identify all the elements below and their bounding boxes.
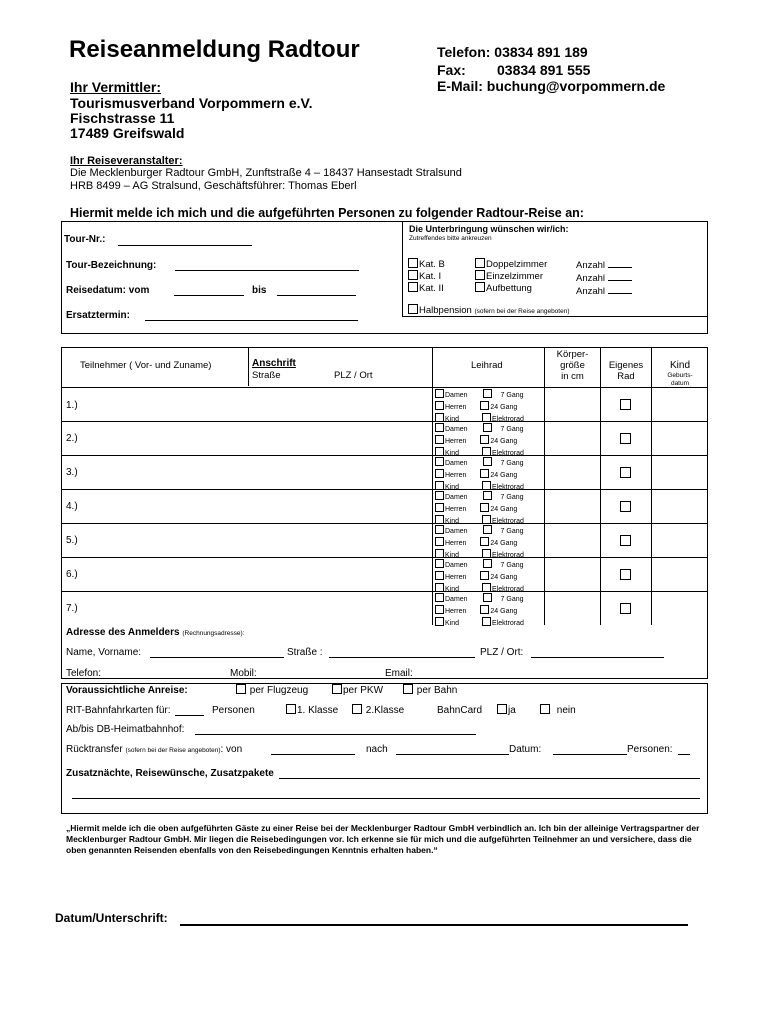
- ruecktransfer-von-label: : von: [220, 744, 243, 755]
- intro-text: Hiermit melde ich mich und die aufgeführten Personen zu folgender Radtour-Reise an:: [70, 206, 584, 220]
- doppelzimmer-checkbox[interactable]: [475, 258, 485, 268]
- eigenes-rad-checkbox[interactable]: [620, 399, 631, 410]
- eigenes-rad-checkbox[interactable]: [620, 569, 631, 580]
- aufbettung-option[interactable]: Aufbettung: [475, 282, 547, 294]
- participant-row-label: 6.): [66, 569, 78, 580]
- leihrad-24gang[interactable]: 24 Gang: [480, 404, 517, 411]
- kategorie-group: [408, 258, 445, 294]
- leihrad-herren[interactable]: Herren: [435, 506, 466, 513]
- ruecktransfer-datum-field[interactable]: [553, 754, 627, 755]
- leihrad-elektrorad[interactable]: Elektrorad: [482, 416, 524, 423]
- leihrad-damen[interactable]: Damen: [435, 528, 468, 535]
- leihrad-24gang[interactable]: 24 Gang: [480, 574, 517, 581]
- einzelzimmer-option[interactable]: Einzelzimmer: [475, 270, 547, 282]
- leihrad-herren[interactable]: Herren: [435, 472, 466, 479]
- tour-bezeichnung-field[interactable]: [175, 270, 359, 271]
- participant-row-label: 4.): [66, 501, 78, 512]
- tour-nr-field[interactable]: [118, 245, 252, 246]
- kat-2-checkbox[interactable]: [408, 282, 418, 292]
- col-geburtsdatum: Geburts- datum: [667, 372, 693, 387]
- leihrad-herren[interactable]: Herren: [435, 438, 466, 445]
- signature-field[interactable]: [180, 924, 688, 926]
- ruecktransfer-von-field[interactable]: [271, 754, 355, 755]
- doppelzimmer-option[interactable]: Doppelzimmer: [475, 258, 547, 270]
- participant-row-label: 2.): [66, 433, 78, 444]
- leihrad-herren[interactable]: Herren: [435, 404, 466, 411]
- leihrad-7gang[interactable]: 7 Gang: [483, 528, 524, 535]
- anmelder-name-field[interactable]: [150, 657, 284, 658]
- anmelder-title-note: (Rechnungsadresse):: [182, 630, 245, 637]
- col-koerpergroesse: Körper- größe in cm: [556, 349, 589, 382]
- leihrad-damen[interactable]: Damen: [435, 562, 468, 569]
- zusatz-field-line2[interactable]: [72, 798, 700, 799]
- ruecktransfer-row: [66, 744, 242, 755]
- eigenes-rad-checkbox[interactable]: [620, 535, 631, 546]
- email-address: E-Mail: buchung@vorpommern.de: [437, 78, 666, 94]
- rit-personen-label: Personen: [212, 705, 255, 716]
- anzahl-doppel-field[interactable]: [608, 258, 632, 268]
- col-kind: Kind: [669, 360, 690, 371]
- bis-label: bis: [252, 285, 267, 296]
- anmelder-mobil-field[interactable]: [264, 678, 380, 679]
- leihrad-kind[interactable]: Kind: [435, 416, 459, 423]
- ersatztermin-label: Ersatztermin:: [66, 310, 130, 321]
- participant-row-label: 1.): [66, 400, 78, 411]
- anmelder-mobil-label: Mobil:: [230, 668, 257, 679]
- participant-row-label: 7.): [66, 603, 78, 614]
- leihrad-options: [435, 525, 524, 561]
- ruecktransfer-nach-field[interactable]: [396, 754, 509, 755]
- eigenes-rad-checkbox[interactable]: [620, 467, 631, 478]
- anreise-bahn-option[interactable]: per Bahn: [403, 684, 457, 696]
- anzahl-group: [576, 258, 632, 297]
- anreise-bahn-checkbox[interactable]: [403, 684, 413, 694]
- ruecktransfer-nach-label: nach: [366, 744, 388, 755]
- vermittler-street: Fischstrasse 11: [70, 110, 175, 126]
- leihrad-24gang[interactable]: 24 Gang: [480, 540, 517, 547]
- col-anschrift: Anschrift: [252, 358, 296, 369]
- anmelder-email-label: Email:: [385, 668, 413, 679]
- unterbringung-title: Die Unterbringung wünschen wir/ich:: [409, 224, 569, 234]
- col-strasse: Straße: [252, 370, 281, 381]
- leihrad-damen[interactable]: Damen: [435, 494, 468, 501]
- einzelzimmer-checkbox[interactable]: [475, 270, 485, 280]
- anzahl-label: Anzahl: [576, 260, 606, 271]
- veranstalter-label: Ihr Reiseveranstalter:: [70, 155, 183, 167]
- leihrad-options: [435, 423, 524, 459]
- leihrad-24gang[interactable]: 24 Gang: [480, 506, 517, 513]
- kat-1-checkbox[interactable]: [408, 270, 418, 280]
- bahncard-ja-checkbox[interactable]: [497, 704, 507, 714]
- klasse2-checkbox[interactable]: [352, 704, 362, 714]
- leihrad-kind[interactable]: Kind: [435, 518, 459, 525]
- aufbettung-checkbox[interactable]: [475, 282, 485, 292]
- leihrad-options: [435, 593, 524, 629]
- leihrad-elektrorad[interactable]: Elektrorad: [482, 484, 524, 491]
- ruecktransfer-label: Rücktransfer: [66, 744, 123, 755]
- anmelder-strasse-label: Straße :: [287, 647, 323, 658]
- zusatz-label: Zusatznächte, Reisewünsche, Zusatzpakete: [66, 768, 274, 779]
- heimatbahnhof-label: Ab/bis DB-Heimatbahnhof:: [66, 724, 185, 735]
- eigenes-rad-checkbox[interactable]: [620, 433, 631, 444]
- leihrad-kind[interactable]: Kind: [435, 586, 459, 593]
- leihrad-damen[interactable]: Damen: [435, 460, 468, 467]
- klasse1-option[interactable]: 1. Klasse: [286, 704, 338, 716]
- veranstalter-line2: HRB 8499 – AG Stralsund, Geschäftsführer: Thomas Eberl: [70, 180, 357, 192]
- leihrad-7gang[interactable]: 7 Gang: [483, 596, 524, 603]
- kat-2-option[interactable]: Kat. II: [408, 282, 445, 294]
- eigenes-rad-checkbox[interactable]: [620, 603, 631, 614]
- reisedatum-from-field[interactable]: [174, 295, 244, 296]
- anmelder-telefon-field[interactable]: [106, 678, 224, 679]
- kat-b-option[interactable]: Kat. B: [408, 258, 445, 270]
- zusatz-field-line1[interactable]: [279, 778, 700, 779]
- leihrad-elektrorad[interactable]: Elektrorad: [482, 518, 524, 525]
- leihrad-elektrorad[interactable]: Elektrorad: [482, 586, 524, 593]
- leihrad-24gang[interactable]: 24 Gang: [480, 608, 517, 615]
- ruecktransfer-personen-field[interactable]: [678, 754, 690, 755]
- rit-anzahl-field[interactable]: [175, 715, 204, 716]
- col-eigenes-rad: Eigenes Rad: [608, 360, 644, 382]
- leihrad-7gang[interactable]: 7 Gang: [483, 392, 524, 399]
- leihrad-elektrorad[interactable]: Elektrorad: [482, 552, 524, 559]
- signature-label: Datum/Unterschrift:: [55, 911, 168, 925]
- unterbringung-hint: Zutreffendes bitte ankreuzen: [409, 235, 492, 242]
- leihrad-24gang[interactable]: 24 Gang: [480, 438, 517, 445]
- anreise-label: Voraussichtliche Anreise:: [66, 685, 188, 696]
- anzahl-aufbettung-field[interactable]: [608, 284, 632, 294]
- vermittler-city: 17489 Greifswald: [70, 125, 185, 141]
- klasse2-option[interactable]: 2.Klasse: [352, 704, 404, 716]
- participant-row-label: 3.): [66, 467, 78, 478]
- anzahl-label: Anzahl: [576, 273, 606, 284]
- declaration-text: „Hiermit melde ich die oben aufgeführten Gäste zu einer Reise bei der Mecklenburger Radtour GmbH verbindlich an. Ich bin der alleinige Vertragspartner der Mecklenburger Radtour GmbH. Mir liegen die Reisebedingungen vor. Ich erkenne sie für mich und die aufgeführten Teilnehmer an und versichere, dass die oben genannten Reisenden ebenfalls von den Reisebedingungen Kenntnis erhalten haben.“: [66, 823, 700, 855]
- phone-number: Telefon: 03834 891 189: [437, 44, 588, 60]
- leihrad-kind[interactable]: Kind: [435, 450, 459, 457]
- anmelder-strasse-field[interactable]: [329, 657, 475, 658]
- bahncard-nein-option[interactable]: nein: [540, 704, 576, 716]
- vermittler-name: Tourismusverband Vorpommern e.V.: [70, 95, 313, 111]
- fax-label: Fax:: [437, 62, 466, 78]
- anreise-flugzeug-option[interactable]: per Flugzeug: [236, 684, 308, 696]
- reisedatum-label: Reisedatum: vom: [66, 285, 150, 296]
- ersatztermin-field[interactable]: [145, 320, 358, 321]
- bahncard-label: BahnCard: [437, 705, 483, 716]
- participant-row-label: 5.): [66, 535, 78, 546]
- heimatbahnhof-field[interactable]: [195, 734, 476, 735]
- halbpension-checkbox[interactable]: [408, 304, 418, 314]
- leihrad-options: [435, 389, 524, 425]
- halbpension-note: (sofern bei der Reise angeboten): [474, 308, 570, 315]
- anzahl-label: Anzahl: [576, 286, 606, 297]
- fax-number: 03834 891 555: [497, 62, 591, 78]
- anmelder-plz-field[interactable]: [531, 657, 664, 658]
- leihrad-damen[interactable]: Damen: [435, 596, 468, 603]
- bahncard-ja-option[interactable]: ja: [497, 704, 516, 716]
- anmelder-title: Adresse des Anmelders (Rechnungsadresse):: [66, 627, 245, 638]
- leihrad-damen[interactable]: Damen: [435, 426, 468, 433]
- leihrad-herren[interactable]: Herren: [435, 608, 466, 615]
- leihrad-options: [435, 559, 524, 595]
- reisedatum-to-field[interactable]: [277, 295, 356, 296]
- ruecktransfer-datum-label: Datum:: [509, 744, 542, 755]
- leihrad-7gang[interactable]: 7 Gang: [483, 460, 524, 467]
- leihrad-24gang[interactable]: 24 Gang: [480, 472, 517, 479]
- anmelder-plz-label: PLZ / Ort:: [480, 647, 524, 658]
- anreise-flugzeug-checkbox[interactable]: [236, 684, 246, 694]
- leihrad-7gang[interactable]: 7 Gang: [483, 426, 524, 433]
- eigenes-rad-checkbox[interactable]: [620, 501, 631, 512]
- leihrad-kind[interactable]: Kind: [435, 484, 459, 491]
- rit-label: RIT-Bahnfahrkarten für:: [66, 705, 171, 716]
- anmelder-email-field[interactable]: [417, 678, 632, 679]
- leihrad-7gang[interactable]: 7 Gang: [483, 562, 524, 569]
- anmelder-name-label: Name, Vorname:: [66, 647, 142, 658]
- anzahl-einzel-field[interactable]: [608, 271, 632, 281]
- leihrad-7gang[interactable]: 7 Gang: [483, 494, 524, 501]
- ruecktransfer-personen-label: Personen:: [627, 744, 673, 755]
- veranstalter-line1: Die Mecklenburger Radtour GmbH, Zunftstraße 4 – 18437 Hansestadt Stralsund: [70, 167, 462, 179]
- leihrad-herren[interactable]: Herren: [435, 540, 466, 547]
- leihrad-kind[interactable]: Kind: [435, 552, 459, 559]
- leihrad-kind[interactable]: Kind: [435, 620, 459, 627]
- tour-bezeichnung-label: Tour-Bezeichnung:: [66, 260, 157, 271]
- leihrad-herren[interactable]: Herren: [435, 574, 466, 581]
- col-plz: PLZ / Ort: [334, 370, 373, 381]
- anreise-pkw-checkbox[interactable]: [332, 684, 342, 694]
- kat-b-checkbox[interactable]: [408, 258, 418, 268]
- vermittler-label: Ihr Vermittler:: [70, 79, 162, 95]
- leihrad-options: [435, 457, 524, 493]
- leihrad-elektrorad[interactable]: Elektrorad: [482, 450, 524, 457]
- tour-nr-label: Tour-Nr.:: [64, 234, 106, 245]
- leihrad-elektrorad[interactable]: Elektrorad: [482, 620, 524, 627]
- bahncard-nein-checkbox[interactable]: [540, 704, 550, 714]
- anmelder-telefon-label: Telefon:: [66, 668, 102, 679]
- klasse1-checkbox[interactable]: [286, 704, 296, 714]
- anreise-pkw-option[interactable]: per PKW: [332, 684, 383, 696]
- kat-1-option[interactable]: Kat. I: [408, 270, 445, 282]
- col-leihrad: Leihrad: [471, 360, 503, 371]
- ruecktransfer-note: (sofern bei der Reise angeboten): [125, 747, 221, 754]
- zimmer-group: [475, 258, 547, 294]
- leihrad-options: [435, 491, 524, 527]
- col-teilnehmer: Teilnehmer ( Vor- und Zuname): [80, 360, 212, 371]
- halbpension-option[interactable]: Halbpension (sofern bei der Reise angeboten): [408, 304, 570, 316]
- leihrad-damen[interactable]: Damen: [435, 392, 468, 399]
- page-title: Reiseanmeldung Radtour: [69, 36, 360, 63]
